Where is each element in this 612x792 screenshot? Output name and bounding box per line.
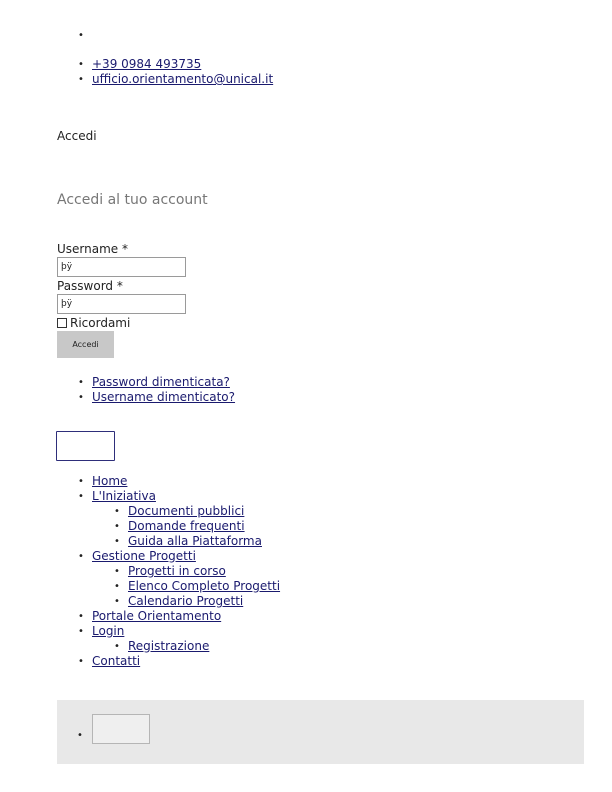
nav-item-elenco (128, 579, 280, 594)
nav-link-guida[interactable]: Guida alla Piattaforma (128, 534, 262, 548)
email-link[interactable]: ufficio.orientamento@unical.it (92, 72, 274, 86)
nav-link-iniziativa[interactable]: L'Iniziativa (92, 489, 156, 503)
nav-link-gestione[interactable]: Gestione Progetti (92, 549, 196, 563)
contact-email-item (92, 72, 273, 87)
nav-link-calendario[interactable]: Calendario Progetti (128, 594, 244, 608)
submenu-login (128, 639, 280, 654)
nav-item-progetti-corso (128, 564, 280, 579)
nav-item-domande (128, 519, 280, 534)
remember-me[interactable] (57, 316, 130, 330)
username-input[interactable] (57, 257, 186, 277)
nav-link-contatti[interactable]: Contatti (92, 654, 141, 668)
forgot-links (92, 375, 235, 405)
nav-item-iniziativa (92, 489, 280, 504)
nav-item-portale (92, 609, 280, 624)
nav-link-domande[interactable]: Domande frequenti (128, 519, 245, 533)
nav-item-calendario (128, 594, 280, 609)
nav-sub-login (92, 639, 280, 654)
login-heading: Accedi (57, 129, 97, 143)
nav-link-elenco[interactable]: Elenco Completo Progetti (128, 579, 281, 593)
contact-list-empty-item (92, 28, 273, 43)
contact-list (92, 28, 273, 87)
forgot-username-link[interactable]: Username dimenticato? (92, 390, 236, 404)
submenu-gestione (128, 564, 280, 609)
main-nav (92, 474, 280, 669)
login-button[interactable]: Accedi (57, 331, 114, 358)
username-label: Username * (57, 242, 128, 256)
nav-item-guida (128, 534, 280, 549)
nav-sub-gestione (92, 564, 280, 609)
password-label: Password * (57, 279, 123, 293)
submenu-iniziativa (128, 504, 280, 549)
menu-toggle-button[interactable] (56, 431, 115, 461)
footer-bullet: • (77, 730, 83, 741)
nav-item-contatti (92, 654, 280, 669)
forgot-username-item (92, 390, 235, 405)
phone-link[interactable]: +39 0984 493735 (92, 57, 202, 71)
nav-link-login[interactable]: Login (92, 624, 125, 638)
nav-item-home (92, 474, 280, 489)
password-input[interactable] (57, 294, 186, 314)
nav-item-login (92, 624, 280, 639)
remember-checkbox[interactable] (57, 318, 67, 328)
footer-bar (57, 700, 584, 764)
contact-phone-item (92, 57, 273, 72)
login-form-title: Accedi al tuo account (57, 192, 208, 208)
nav-link-home[interactable]: Home (92, 474, 128, 488)
forgot-password-link[interactable]: Password dimenticata? (92, 375, 230, 389)
nav-sub-iniziativa (92, 504, 280, 549)
nav-link-documenti[interactable]: Documenti pubblici (128, 504, 245, 518)
nav-link-registrazione[interactable]: Registrazione (128, 639, 210, 653)
nav-link-portale[interactable]: Portale Orientamento (92, 609, 222, 623)
remember-label: Ricordami (70, 316, 131, 330)
nav-link-progetti-corso[interactable]: Progetti in corso (128, 564, 226, 578)
nav-item-documenti (128, 504, 280, 519)
nav-item-registrazione (128, 639, 280, 654)
forgot-password-item (92, 375, 235, 390)
footer-button[interactable] (92, 714, 150, 744)
nav-item-gestione (92, 549, 280, 564)
